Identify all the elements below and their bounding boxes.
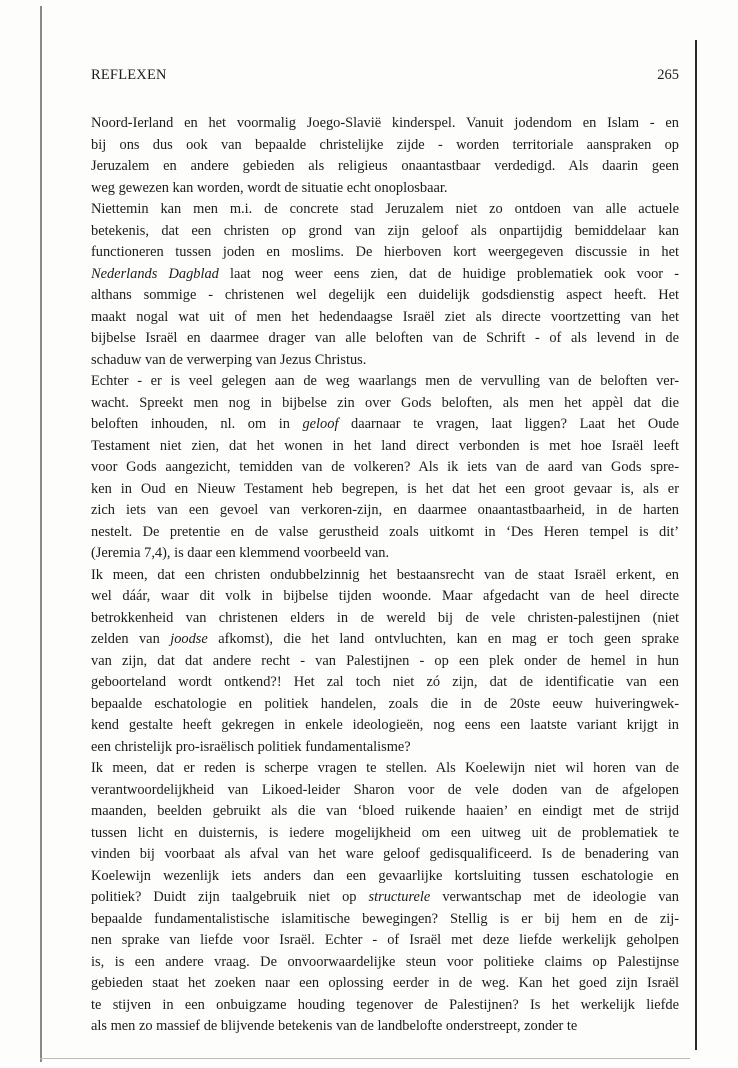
text-line [91,758,679,780]
text-line [91,866,679,888]
text-line [91,393,679,415]
text-segment: kend gestalte heeft gekregen in enkele ideologieën, nog eens een laatste variant krijgt in [91,717,679,733]
text-segment: Testament niet zien, dat het wonen in het land direct verbonden is met hoe Israël leeft [91,437,679,454]
paragraph [91,113,679,199]
text-segment: laat nog weer eens zien, dat de huidige problematiek ook voor - [218,265,679,282]
text-segment: schaduw van de verwerping van Jezus Christus. [91,351,367,368]
paragraph [91,371,679,565]
text-line [91,221,679,243]
text-segment: een christelijk pro-israëlisch politiek fundamentalisme? [91,738,411,755]
text-line [91,801,679,823]
text-segment: bepaalde eschatologie en politiek handelen, zoals die in de 20ste eeuw huiveringwek- [91,695,679,712]
text-line [91,436,679,458]
text-line [91,328,679,350]
text-line [91,500,679,522]
text-segment: politiek? Duidt zijn taalgebruik niet op [91,889,369,905]
text-line [91,565,679,587]
body-text [91,113,679,1038]
paragraph [91,565,679,759]
text-segment: weg gewezen kan worden, wordt de situatie echt onoplosbaar. [91,179,448,196]
italic-text: Nederlands Dagblad [91,265,219,282]
text-segment: maakt nogal wat uit of men het hedendaagse Israël ziet als directe voortzetting van het [91,308,679,325]
text-line [91,823,679,845]
text-line [91,135,679,157]
text-segment: Echter - er is veel gelegen aan de weg waarlangs men de vervulling van de beloften ver- [91,373,679,389]
text-segment: wel dáár, waar dit volk in bijbelse tijden woonde. Maar afgedacht van de heel directe [91,588,679,604]
text-segment: Koelewijn wezenlijk iets anders dan een gevaarlijke kortsluiting tussen eschatologie en [91,867,679,884]
text-segment: voor Gods aangezicht, temidden van de volkeren? Als ik iets van de aard van Gods spre- [91,459,679,475]
text-line [91,543,679,565]
text-line [91,350,679,372]
text-segment: bepaalde fundamentalistische islamitische bewegingen? Stellig is er bij hem en de zij- [91,910,679,927]
text-segment: betekenis, dat een christen op grond van zijn geloof als onpartijdig bemiddelaar kan [91,222,679,239]
text-line [91,737,679,759]
text-segment: althans sommige - christenen wel degelijk een duidelijk godsdienstig aspect heeft. Het [91,287,679,303]
text-segment: gebieden staat het zoeken naar een oplossing eerder in de weg. Kan het goed zijn Israël [91,975,679,991]
text-segment: beloften inhouden, nl. om in [91,416,303,432]
text-line [91,844,679,866]
text-segment: (Jeremia 7,4), is daar een klemmend voorbeeld van. [91,545,390,561]
text-line [91,457,679,479]
page-header [91,67,679,87]
text-segment: te stijven in een onbuigzame houding tegenover de Palestijnen? Is het werkelijk liefde [91,996,679,1013]
text-line [91,629,679,651]
text-line [91,414,679,436]
text-line [91,307,679,329]
text-segment: nestelt. De pretentie en de valse gerustheid zoals uitkomt in ‘Des Heren tempel is dit’ [91,523,679,540]
text-line [91,608,679,630]
text-line [91,522,679,544]
text-line [91,113,679,135]
text-segment: Noord-Ierland en het voormalig Joego-Slavië kinderspel. Vanuit jodendom en Islam - en [91,115,679,131]
text-segment: geboorteland wordt ontkend?! Het zal toch niet zó zijn, dat de identificatie van een [91,674,679,690]
text-segment: daarnaar te vragen, laat liggen? Laat het Oude [338,416,679,432]
text-segment: nen sprake van liefde voor Israël. Echter - of Israël met deze liefde werkelijk geholpen [91,932,679,948]
text-line [91,178,679,200]
text-line [91,715,679,737]
text-segment: bij ons dus ook van bepaalde christelijke zijde - worden territoriale aanspraken op [91,136,679,153]
text-segment: Ik meen, dat er reden is scherpe vragen te stellen. Als Koelewijn niet wil horen van de [91,760,679,776]
text-line [91,780,679,802]
text-line [91,264,679,286]
text-line [91,930,679,952]
text-line [91,586,679,608]
italic-text: structurele [368,889,431,905]
text-segment: afkomst), die het land ontvluchten, kan en mag er toch geen sprake [207,631,680,647]
text-line [91,651,679,673]
scan-left-edge [40,6,42,1062]
text-line [91,694,679,716]
text-segment: Jeruzalem en andere gebieden als religieus onaantastbaar verdedigd. Als daarin geen [91,158,679,174]
text-line [91,973,679,995]
text-segment: tussen licht en duisternis, is iedere mogelijkheid om een uitweg uit de problematiek te [91,824,679,841]
italic-text: joodse [170,631,208,647]
text-line [91,995,679,1017]
text-line [91,909,679,931]
text-segment: zelden van [91,631,171,647]
text-line [91,887,679,909]
text-line [91,199,679,221]
text-segment: Ik meen, dat een christen ondubbelzinnig het bestaansrecht van de staat Israël erkent, en [91,566,679,583]
text-line [91,672,679,694]
text-segment: functioneren tussen joden en moslims. De hierboven kort weergegeven discussie in het [91,244,679,260]
text-line [91,952,679,974]
text-segment: bijbelse Israël en daarmee drager van alle beloften van de Schrift - of als levend in de [91,330,679,346]
running-head: REFLEXEN [91,67,167,83]
text-line [91,1016,679,1038]
italic-text: geloof [302,416,339,432]
text-segment: verantwoordelijkheid van Likoed-leider Sharon voor de vele doden van de afgelopen [91,781,679,798]
text-segment: als men zo massief de blijvende betekenis van de landbelofte onderstreept, zonder te [91,1018,578,1034]
scan-bottom-edge [40,1058,690,1059]
text-segment: van zijn, dat dat andere recht - van Palestijnen - op een plek onder de hemel in hun [91,652,679,669]
text-segment: zich iets van een gevoel van verkoren-zijn, en daarmee onaantastbaarheid, in de harten [91,502,679,518]
text-segment: betrokkenheid van christenen elders in de wereld bij de vele christen-palestijnen (niet [91,609,679,626]
scan-right-edge [695,40,697,1050]
text-segment: ken in Oud en Nieuw Testament heb begrepen, is het dat het een groot gevaar is, als er [91,480,679,497]
text-segment: verwantschap met de ideologie van [430,889,680,905]
page-number: 265 [657,67,679,83]
paragraph [91,199,679,371]
text-line [91,371,679,393]
text-segment: Niettemin kan men m.i. de concrete stad Jeruzalem niet zo ontdoen van alle actuele [91,201,679,217]
text-line [91,242,679,264]
text-segment: wacht. Spreekt men nog in bijbelse zin over Gods beloften, als men het appèl dat die [91,394,679,411]
text-segment: vinden bij voorbaat als afval van het ware geloof gedisqualificeerd. Is de benadering van [91,846,679,862]
text-line [91,156,679,178]
text-line [91,479,679,501]
paragraph [91,758,679,1038]
text-segment: is, is een andere vraag. De onvoorwaardelijke steun voor politieke claims op Palestijnse [91,953,679,970]
text-line [91,285,679,307]
text-segment: maanden, beelden gebruikt als die van ‘bloed ruikende haaien’ en eindigt met de strijd [91,803,679,819]
